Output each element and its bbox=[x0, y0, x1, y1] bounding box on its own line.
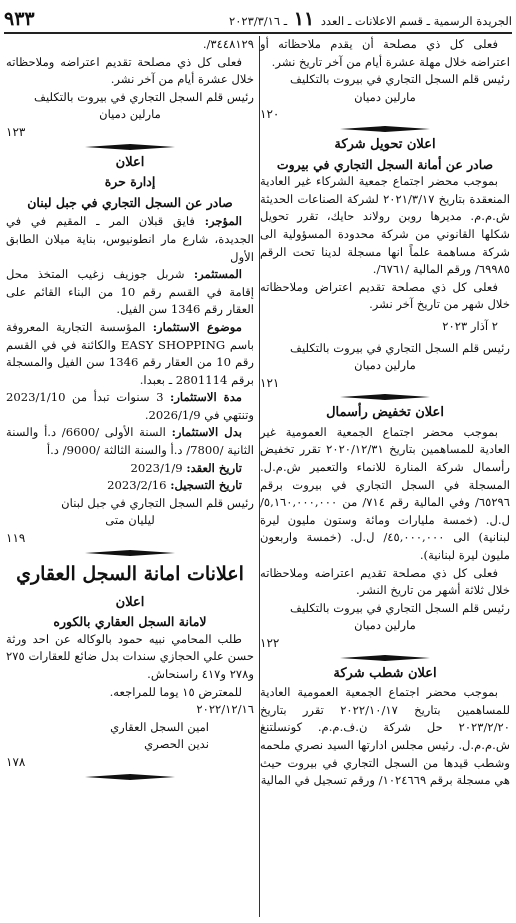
left-column bbox=[6, 36, 254, 784]
signature-name: مارلين دميان bbox=[354, 618, 416, 633]
notice-heading: اعلان bbox=[115, 594, 145, 610]
field-value: 2023/1/9 bbox=[130, 460, 183, 475]
field-label: المؤجر: bbox=[204, 214, 242, 229]
separator-ornament bbox=[260, 394, 510, 400]
issue-number: ١١ bbox=[293, 8, 315, 30]
signature-title: رئيس قلم السجل التجاري في بيروت بالتكليف bbox=[34, 89, 254, 104]
notice-text: للمعترض ١٥ يوما للمراجعه. bbox=[109, 684, 242, 699]
notice-number: ١٢٣ bbox=[6, 124, 26, 139]
notice-subheading: صادر عن أمانة السجل التجاري في بيروت bbox=[276, 156, 494, 172]
notice-body: طلب المحامي نبيه حمود بالوكاله عن احد ورثة حسن علي الحجازي سندات بدل ضائع للعقارات ٢٧٥ و٢٧٨ و٤١٧ راسنحاش. bbox=[6, 631, 254, 681]
field-value: شربل جوزيف زغيب المتخذ محل إقامة في القسم رقم 10 من البناء القائم على العقار رقم 1346 سن الفيل. bbox=[6, 267, 254, 317]
separator-ornament bbox=[260, 655, 510, 661]
field-label: بدل الاستثمار: bbox=[171, 425, 243, 440]
field-value: المؤسسة التجارية المعروفة باسم EASY SHOPPING والكائنة في في القسم رقم 10 من العقار رقم 1346 سن الفيل والمسجلة برقم 2801114 ـ بعبدا. bbox=[6, 319, 255, 387]
section-title: اعلانات امانة السجل العقاري bbox=[16, 562, 244, 585]
signature-name: مارلين دميان bbox=[354, 358, 416, 373]
notice-body: بموجب محضر اجتماع الجمعية العمومية العادية للمساهمين بتاريخ ٢٠٢٢/١٠/١٧ تقرر بتاريخ ٢٠٢٣/٢/٢٠ حل شركة ن.ف.م.م. كونسلتنغ ش.م.م.ل. رئيس مجلس ادارتها السيد نصري ملحمه وشطب قيدها من السجل التجاري في بيروت حيث هي مسجلة برقم ١٠٢٤٦٦٩/ ورقم تسجيل في المالية bbox=[260, 685, 511, 788]
signature-name: مارلين دميان bbox=[99, 107, 161, 122]
tenant-paragraph bbox=[6, 266, 254, 319]
signature-name: مارلين دميان bbox=[354, 89, 416, 104]
notice-text: فعلى كل ذي مصلحة تقديم اعتراض وملاحظاته خلال شهر من تاريخ آخر نشر. bbox=[260, 279, 510, 312]
notice-number: ١٢٢ bbox=[260, 636, 280, 650]
term-paragraph bbox=[6, 389, 254, 424]
field-value: فايق قبلان المر ـ المقيم في في الجديدة، شارع مار انطونيوس، بناية ميلان الطابق الأول bbox=[6, 214, 254, 264]
notice-number: ١٢٠ bbox=[260, 107, 280, 122]
notice-body: بموجب محضر اجتماع الجمعية العمومية غير العادية للمساهمين بتاريخ ٢٠٢٠/١٢/٣١ تقرر تخفيض رأسمال شركة المنارة للانماء والتعمير ش.م.ل. المسجلة في السجل التجاري في بيروت برقم ٦٥٢٩٦/ وفي المالية رقم ٧١٤/ من ٥,١٦٠,٠٠٠,٠٠٠/ ل.ل. (خمسة مليارات ومائة وستون مليون ليرة لبنانية) الى ٤٥,٠٠٠,٠٠٠/ ل.ل. (خمسة واربعون مليون ليرة لبنانية). bbox=[260, 424, 511, 563]
signature-title: امين السجل العقاري bbox=[110, 719, 209, 734]
notice-text: فعلى كل ذي مصلحة تقديم اعتراضه وملاحظاته خلال عشرة أيام من آخر نشر. bbox=[6, 54, 254, 87]
field-value: السنة الأولى /6600/ د.أ والسنة الثانية /7800/ د.أ والسنة الثالثة /9000/ د.أ bbox=[6, 425, 254, 458]
notice-number: ١١٩ bbox=[6, 531, 26, 546]
signature-name: ليليان متى bbox=[105, 513, 155, 528]
notice-number: ١٧٨ bbox=[6, 754, 26, 769]
notice-text: فعلى كل ذي مصلحة تقديم اعتراضه وملاحظاته خلال ثلاثة أشهر من تاريخ النشر. bbox=[260, 565, 510, 598]
field-value: 3 سنوات تبدأ من 2023/1/10 وتنتهي في 2026/1/9. bbox=[6, 390, 254, 422]
signature-title: رئيس قلم السجل التجاري في بيروت بالتكليف bbox=[290, 340, 510, 355]
notice-heading: اعلان تخفيض رأسمال bbox=[326, 405, 444, 421]
notice-date: ٢ آذار ٢٠٢٣ bbox=[442, 318, 498, 333]
field-label: المستثمر: bbox=[193, 267, 242, 282]
separator-ornament bbox=[6, 144, 254, 150]
field-value: 2023/2/16 bbox=[107, 478, 167, 493]
separator-ornament bbox=[260, 126, 510, 132]
notice-text: فعلى كل ذي مصلحة أن يقدم ملاحظاته أو اعتراضه خلال مهلة عشرة أيام من آخر تاريخ نشر. bbox=[260, 37, 510, 69]
field-label: تاريخ التسجيل: bbox=[170, 478, 242, 493]
header-prefix: الجريدة الرسمية ـ قسم الاعلانات ـ العدد bbox=[320, 14, 512, 28]
contract-date-paragraph bbox=[6, 460, 254, 478]
signature-title: رئيس قلم السجل التجاري في جبل لبنان bbox=[61, 495, 254, 510]
field-label: مدة الاستثمار: bbox=[170, 390, 242, 405]
subject-paragraph bbox=[6, 319, 254, 389]
signature-title: رئيس قلم السجل التجاري في بيروت بالتكليف bbox=[290, 72, 510, 87]
notice-date: ٢٠٢٢/١٢/١٦ bbox=[196, 702, 254, 717]
notice-heading: اعلان شطب شركة bbox=[333, 665, 437, 681]
field-label: تاريخ العقد: bbox=[186, 460, 242, 475]
page-number: ٩٣٣ bbox=[4, 8, 35, 30]
signature-name: ندين الحصري bbox=[144, 737, 209, 752]
notice-heading: اعلان تحويل شركة bbox=[334, 136, 436, 152]
separator-ornament bbox=[6, 550, 254, 556]
fee-paragraph bbox=[6, 424, 254, 459]
notice-subheading: لامانة السجل العقاري بالكوره bbox=[53, 614, 207, 630]
registration-date-paragraph bbox=[6, 477, 254, 495]
notice-subheading: إدارة حرة bbox=[104, 174, 156, 190]
lessor-paragraph bbox=[6, 213, 254, 266]
notice-body: بموجب محضر اجتماع جمعية الشركاء غير العادية المنعقدة بتاريخ ٢٠٢١/٣/١٧ لشركة الصناعات الحديثة ش.م.م. مديرها روبن رولاند حايك، تقرر تحويل شكلها القانوني من شركة محدودة المسؤولية الى شركة مساهمة علماً انها مسجلة لدينا تحت الرقم ٦٩٩٨٥/ ورقم المالية /٦٧٦١/. bbox=[260, 174, 510, 277]
page-header bbox=[4, 6, 512, 34]
header-title bbox=[229, 8, 512, 30]
signature-title: رئيس قلم السجل التجاري في بيروت بالتكليف bbox=[290, 600, 510, 615]
right-column bbox=[260, 36, 510, 790]
separator-ornament bbox=[6, 774, 254, 780]
notice-number: ١٢١ bbox=[260, 375, 280, 390]
notice-heading: اعلان bbox=[115, 154, 145, 170]
notice-text: ٣٤٤٨١٢٩/. bbox=[202, 37, 254, 51]
notice-source: صادر عن السجل التجاري في جبل لبنان bbox=[27, 194, 233, 210]
issue-date: ـ ٢٠٢٣/٣/١٦ bbox=[229, 14, 288, 28]
field-label: موضوع الاستثمار: bbox=[152, 319, 243, 334]
